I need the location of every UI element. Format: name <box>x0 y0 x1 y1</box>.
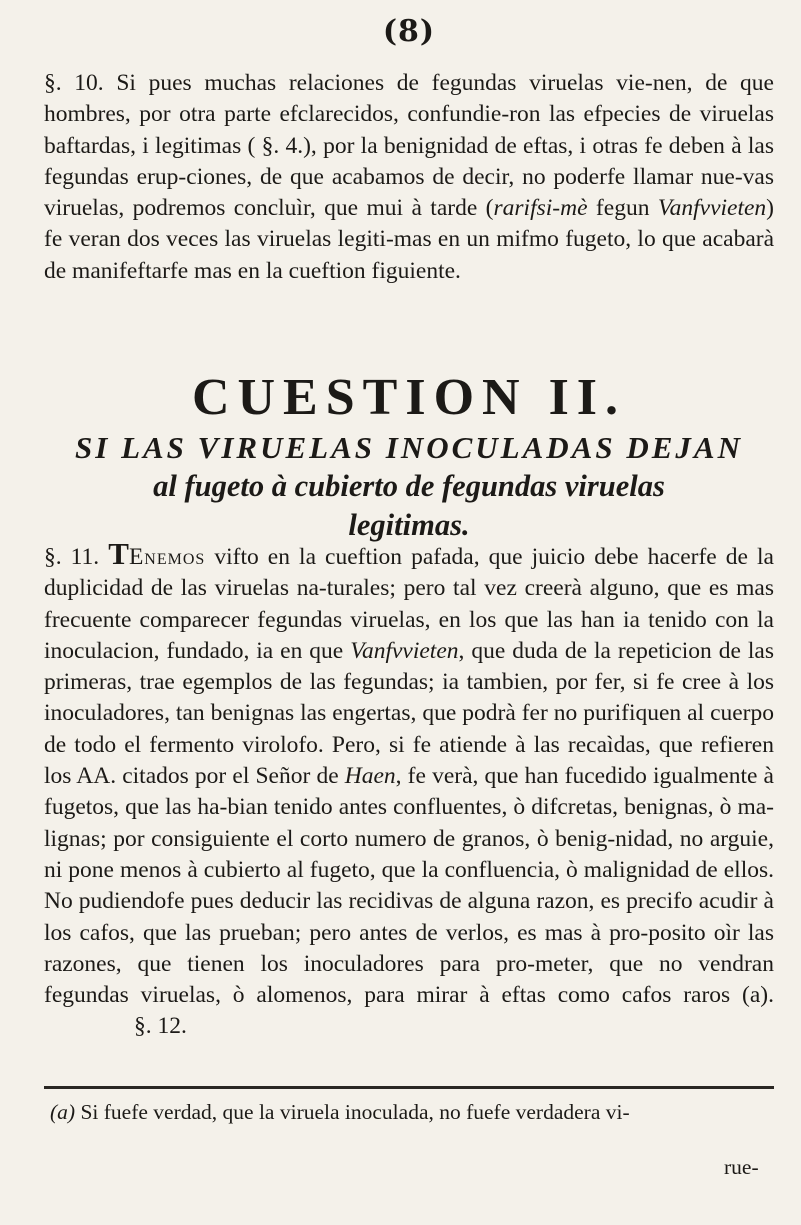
paragraph-11-text-2: , que duda de la repeticion de las primeras, trae egemplos de las fegundas; ia tambien, por fer, si fe cree à los inoculadores, tan benignas las engertas, que podrà fer no purifiquen al cuerpo de todo el fermento virolofo. Pero, si fe atiende à las recaìdas, que refieren los AA. citados por el Señor de <box>44 637 774 790</box>
opening-word: Enemos <box>128 544 206 570</box>
paragraph-10-lead: §. 10. Si pues muchas relaciones de fegundas viruelas vie-nen, de que hombres, por otra parte efclarecidos, confundie-ron las efpecies de viruelas baftardas, i legitimas ( §. 4.), por la benignidad de eftas, i otras fe deben à las fegundas erup-ciones, de que acabamos de decir, no poderfe llamar nue-vas viruelas, podremos concluìr, que mui à tarde ( <box>44 70 774 222</box>
paragraph-11-number: §. 11. <box>44 544 100 570</box>
drop-cap: T <box>108 536 129 571</box>
footnote-mark: (a) <box>50 1100 76 1124</box>
paragraph-11-text-1: vifto en la cueftion pafada, que juicio debe hacerfe de la duplicidad de las viruelas na-turales; pero tal vez creerà alguno, que es mas frecuente comparecer fegundas viruelas, en los que las han ia tenido con la inoculacion, fundado, ia en que <box>44 544 774 664</box>
footnote-text: Si fuefe verdad, que la viruela inoculada, no fuefe verdadera vi- <box>75 1100 630 1124</box>
paragraph-11-text-3: , fe verà, que han fucedido igualmente à fugetos, que las ha-bian tenido antes confluentes, ò difcretas, benignas, ò ma-lignas; por consiguiente el corto numero de granos, ò benig-nidad, no arguie, ni pone menos à cubierto al fugeto, que la confluencia, ò malignidad de ellos. No pudiendofe pues deducir las recidivas de alguna razon, es precifo acudir à los cafos, que las prueban; pero antes de verlos, es mas à pro-posito oìr las razones, que tienen los inoculadores para pro-meter, que no vendran fegundas viruelas, ò alomenos, para mirar à eftas como cafos raros <box>44 763 774 1009</box>
section-heading: CUESTION II. <box>191 369 627 426</box>
subtitle-line-2: al fugeto à cubierto de fegundas viruelas <box>153 469 665 503</box>
paragraph-11 <box>44 538 774 1043</box>
footnote <box>50 1098 774 1126</box>
next-section-marker: §. 12. <box>134 1013 187 1040</box>
author-haen: Haen <box>344 763 396 790</box>
document-page <box>44 0 774 1225</box>
rarissime-term: rarifsi-mè <box>493 195 588 222</box>
section-subtitle <box>44 428 774 545</box>
subtitle-line-1: SI LAS VIRUELAS INOCULADAS DEJAN <box>75 430 743 465</box>
paragraph-10-tail: ) fe veran dos veces las viruelas legiti-mas en un mifmo fugeto, lo que acabarà de manifeftarfe mas en la cueftion figuiente. <box>44 195 774 284</box>
author-vanswieten-2: Vanfvvieten <box>350 637 459 664</box>
footnote-reference[interactable]: (a) <box>742 982 769 1009</box>
author-vanswieten: Vanfvvieten <box>657 195 767 222</box>
footnote-divider <box>44 1086 774 1089</box>
paragraph-10-mid: fegun <box>587 195 658 222</box>
page-number: (8) <box>382 14 436 49</box>
subtitle-line-3: legitimas. <box>348 508 470 542</box>
paragraph-11-end: . <box>768 982 775 1009</box>
paragraph-10 <box>44 68 774 287</box>
catchword: rue- <box>724 1155 759 1179</box>
